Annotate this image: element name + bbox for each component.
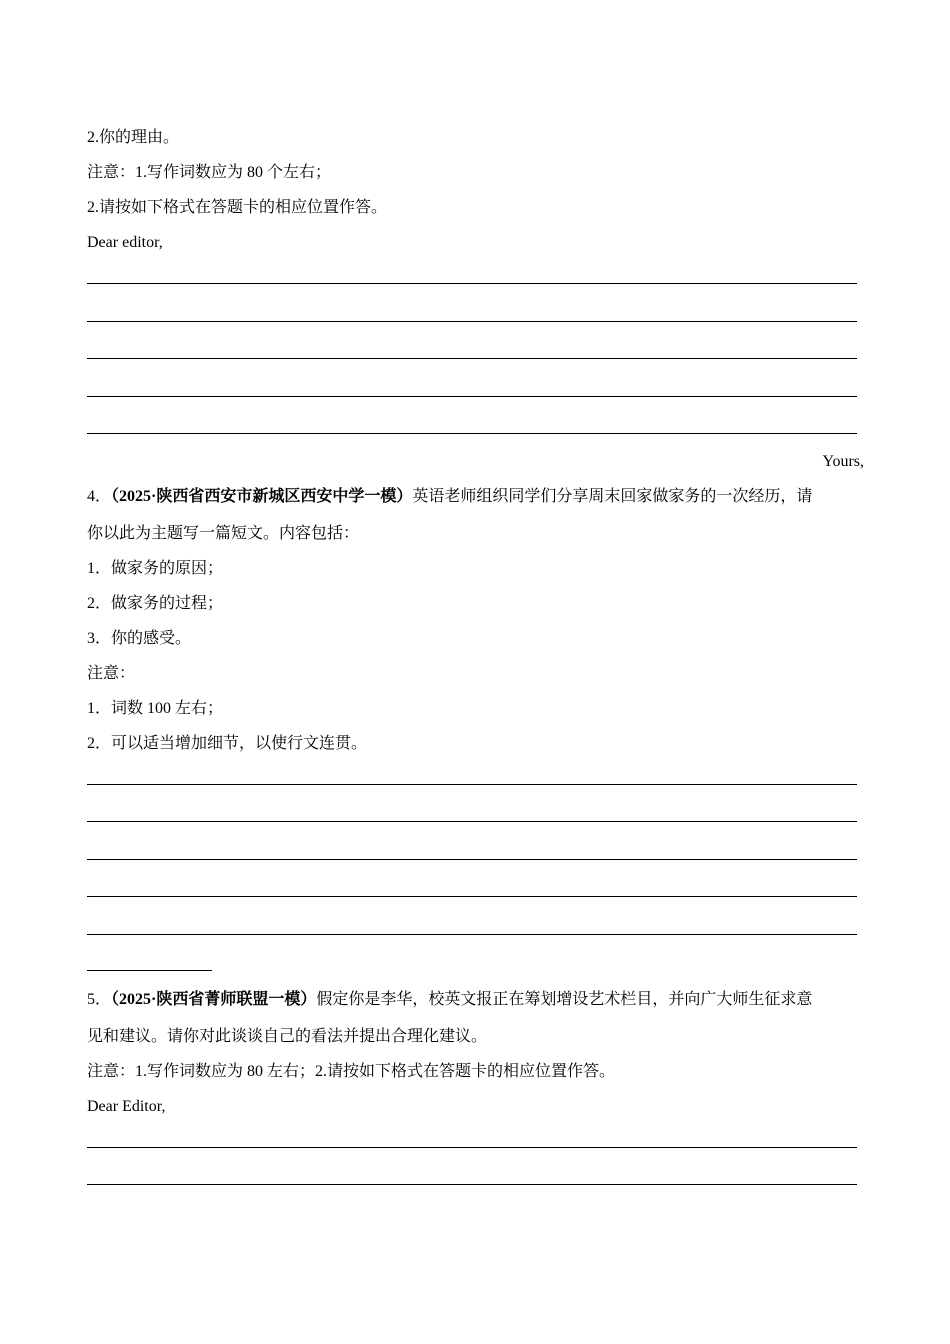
q4-prompt-text-1: 英语老师组织同学们分享周末回家做家务的一次经历，请 bbox=[412, 488, 813, 505]
q4-prompt-line-1 bbox=[87, 487, 812, 507]
answer-line bbox=[87, 896, 857, 897]
answer-line bbox=[87, 1147, 857, 1148]
q4-note-title: 注意： bbox=[87, 665, 136, 682]
answer-line-short bbox=[87, 970, 212, 971]
q5-prompt-text-1: 假定你是李华，校英文报正在筹划增设艺术栏目，并向广大师生征求意 bbox=[316, 991, 813, 1008]
q4-prompt-line-2: 你以此为主题写一篇短文。内容包括： bbox=[87, 525, 360, 542]
answer-line bbox=[87, 859, 857, 860]
q4-note-1: 1．词数 100 左右； bbox=[87, 700, 224, 717]
q4-item-2: 2．做家务的过程； bbox=[87, 595, 224, 612]
q5-number: 5． bbox=[87, 991, 112, 1008]
q4-number: 4． bbox=[87, 488, 112, 505]
answer-line bbox=[87, 358, 857, 359]
answer-line bbox=[87, 784, 857, 785]
q4-item-3: 3．你的感受。 bbox=[87, 630, 192, 647]
answer-line bbox=[87, 321, 857, 322]
q3-closing: Yours, bbox=[822, 453, 864, 470]
answer-line bbox=[87, 1184, 857, 1185]
q5-prompt-line-2: 见和建议。请你对此谈谈自己的看法并提出合理化建议。 bbox=[87, 1028, 488, 1045]
answer-line bbox=[87, 433, 857, 434]
q3-salutation: Dear editor, bbox=[87, 234, 163, 251]
q4-note-2: 2．可以适当增加细节，以使行文连贯。 bbox=[87, 735, 368, 752]
q3-note-1: 注意：1.写作词数应为 80 个左右； bbox=[87, 164, 332, 181]
q5-source: （2025·陕西省菁师联盟一模） bbox=[111, 991, 317, 1008]
q5-prompt-line-1 bbox=[87, 990, 812, 1010]
q4-source: （2025·陕西省西安市新城区西安中学一模） bbox=[111, 488, 413, 505]
answer-line bbox=[87, 283, 857, 284]
answer-line bbox=[87, 934, 857, 935]
answer-line bbox=[87, 821, 857, 822]
q5-note: 注意：1.写作词数应为 80 左右；2.请按如下格式在答题卡的相应位置作答。 bbox=[87, 1063, 616, 1080]
q4-item-1: 1．做家务的原因； bbox=[87, 560, 224, 577]
q3-note-2: 2.请按如下格式在答题卡的相应位置作答。 bbox=[87, 199, 388, 216]
answer-line bbox=[87, 396, 857, 397]
q3-item-2: 2.你的理由。 bbox=[87, 129, 180, 146]
q5-salutation: Dear Editor, bbox=[87, 1098, 166, 1115]
